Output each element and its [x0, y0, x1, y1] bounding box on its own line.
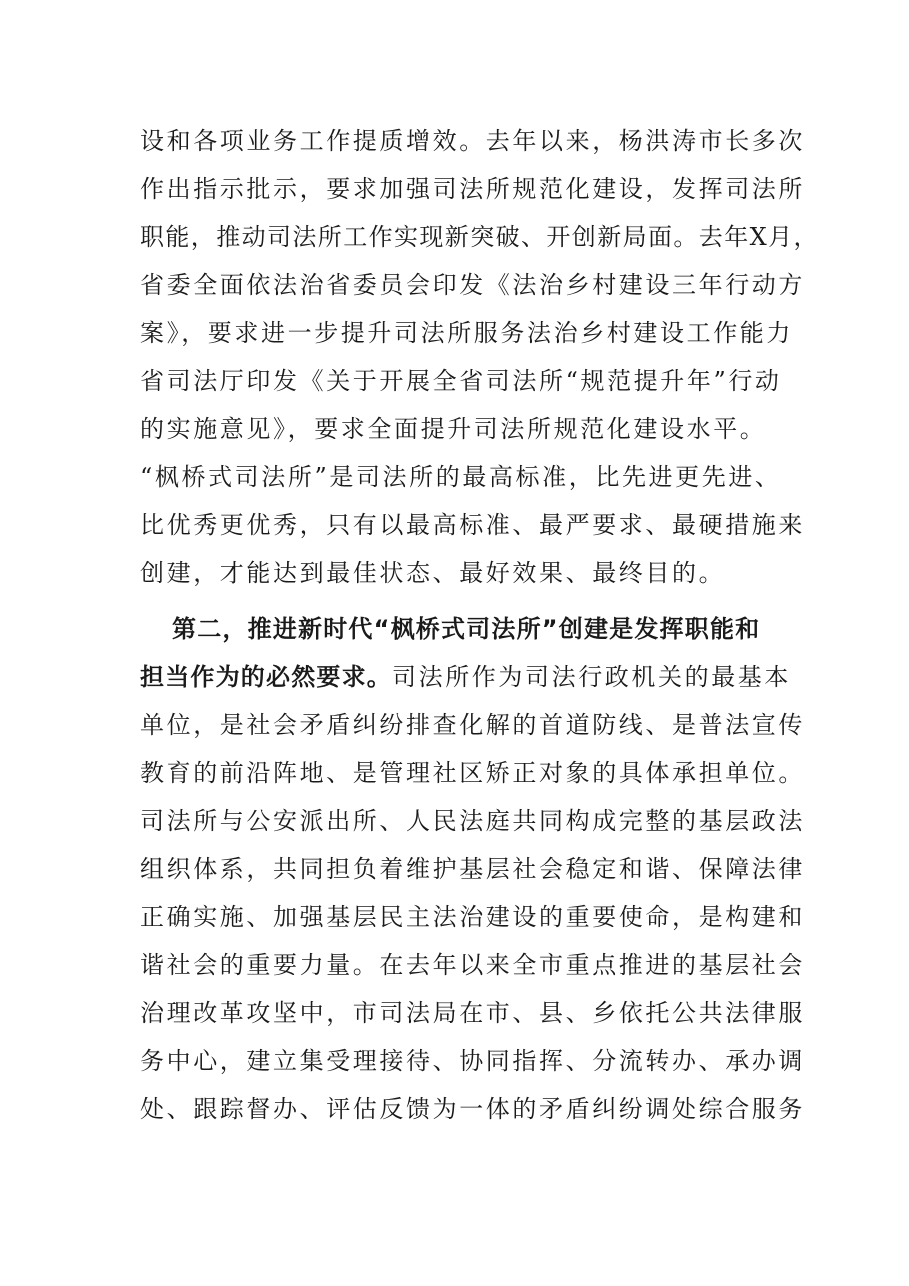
paragraph-2-heading-part-1: 第二，推进新时代“枫桥式司法所”创建是发挥职能和: [172, 615, 761, 643]
paragraph-2-heading-line-1: [172, 614, 782, 644]
paragraph-2-line-10: 务中心，建立集受理接待、协同指挥、分流转办、承办调: [140, 1047, 805, 1075]
paragraph-1-line-9: 比优秀更优秀，只有以最高标准、最严要求、最硬措施来: [140, 511, 805, 539]
paragraph-2-line-9: 治理改革攻坚中，市司法局在市、县、乡依托公共法律服: [140, 999, 805, 1027]
paragraph-2-line-11: 处、跟踪督办、评估反馈为一体的矛盾纠纷调处综合服务: [140, 1095, 805, 1123]
paragraph-1-line-10: 创建，才能达到最佳状态、最好效果、最终目的。: [140, 559, 726, 587]
paragraph-1-line-4: 省委全面依法治省委员会印发《法治乡村建设三年行动方: [140, 271, 805, 299]
paragraph-1-line-3: 职能，推动司法所工作实现新突破、开创新局面。去年X月，: [140, 223, 819, 251]
paragraph-1-line-2: 作出指示批示，要求加强司法所规范化建设，发挥司法所: [140, 175, 805, 203]
paragraph-2-line-8: 谐社会的重要力量。在去年以来全市重点推进的基层社会: [140, 951, 805, 979]
paragraph-1-line-1: 设和各项业务工作提质增效。去年以来，杨洪涛市长多次: [140, 127, 805, 155]
paragraph-1-line-5: 案》，要求进一步提升司法所服务法治乡村建设工作能力: [140, 319, 793, 347]
paragraph-2-line-2: [140, 662, 791, 692]
paragraph-2-line-2-text: 司法所作为司法行政机关的最基本: [392, 663, 791, 691]
paragraph-2-line-7: 正确实施、加强基层民主法治建设的重要使命，是构建和: [140, 903, 805, 931]
paragraph-2-line-6: 组织体系，共同担负着维护基层社会稳定和谐、保障法律: [140, 855, 805, 883]
paragraph-2-line-5: 司法所与公安派出所、人民法庭共同构成完整的基层政法: [140, 807, 805, 835]
paragraph-2-heading-part-2: 担当作为的必然要求。: [140, 663, 392, 691]
paragraph-1-line-6: 省司法厅印发《关于开展全省司法所“规范提升年”行动: [140, 367, 782, 395]
paragraph-1-line-7: 的实施意见》，要求全面提升司法所规范化建设水平。: [140, 415, 767, 443]
paragraph-1-line-8: “枫桥式司法所”是司法所的最高标准，比先进更先进、: [140, 463, 782, 491]
paragraph-2-line-4: 教育的前沿阵地、是管理社区矫正对象的具体承担单位。: [140, 759, 805, 787]
paragraph-2-line-3: 单位，是社会矛盾纠纷排查化解的首道防线、是普法宣传: [140, 711, 805, 739]
